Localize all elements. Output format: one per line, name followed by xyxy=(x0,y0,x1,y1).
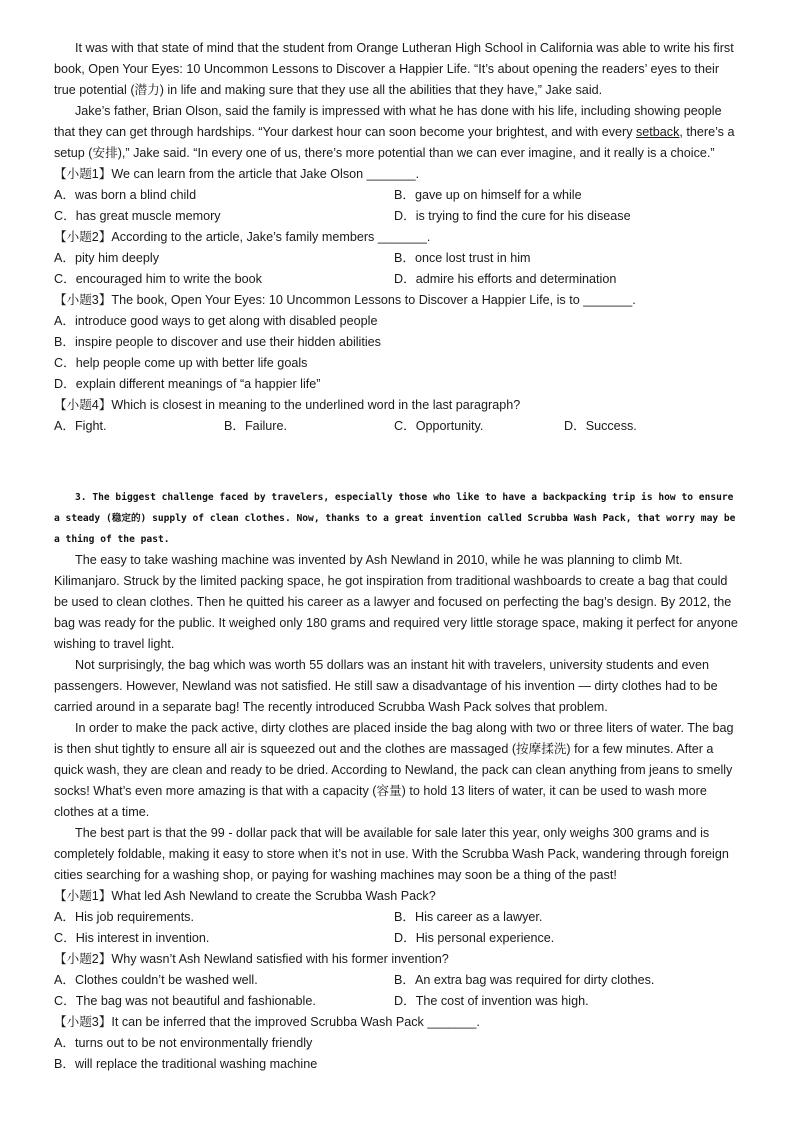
option-row xyxy=(54,928,744,949)
question-stem: 【小题3】It can be inferred that the improved Scrubba Wash Pack _______. xyxy=(54,1015,480,1029)
option-c: C．has great muscle memory xyxy=(54,209,221,223)
option-c: C．His interest in invention. xyxy=(54,931,210,945)
option-a: A．pity him deeply xyxy=(54,251,159,265)
option-a: A．Clothes couldn’t be washed well. xyxy=(54,973,258,987)
passage-3-paragraph-3: In order to make the pack active, dirty clothes are placed inside the bag along with two or three liters of water. The bag is then shut tightly to ensure all air is squeezed out and the clothes are massaged (按摩揉洗) for a few minutes. After a quick wash, they are clean and ready to be dried. According to Newland, the pack can clean anything from jeans to smelly socks! What’s even more amazing is that with a capacity (容量) to hold 13 liters of water, it can be used to wash more clothes at a time. xyxy=(54,721,734,819)
passage-3-paragraph-4: The best part is that the 99 - dollar pack that will be available for sale later this year, only weighs 300 grams and is completely foldable, making it easy to store when it’s not in use. With the Scrubba Wash Pack, wandering through foreign cities searching for a washing shop, or paying for washing machines may soon be a thing of the past! xyxy=(54,826,729,882)
option-d: D．admire his efforts and determination xyxy=(394,272,617,286)
paragraph-2-text-before: Jake’s father, Brian Olson, said the family is impressed with what he has done with his life, including showing people that they can get through hardships. “Your darkest hour can soon become your brightest, and with every xyxy=(54,104,722,139)
option-a: A．introduce good ways to get along with disabled people xyxy=(54,314,378,328)
option-c: C．The bag was not beautiful and fashionable. xyxy=(54,994,316,1008)
option-row xyxy=(54,248,744,269)
passage-2-paragraph-2 xyxy=(54,101,744,164)
option-b: B．will replace the traditional washing machine xyxy=(54,1057,318,1071)
option-b: B．once lost trust in him xyxy=(394,251,531,265)
option-c: C．help people come up with better life goals xyxy=(54,356,308,370)
option-b: B．Failure. xyxy=(224,419,287,433)
option-a: A．Fight. xyxy=(54,419,107,433)
question-stem: 【小题2】According to the article, Jake’s family members _______. xyxy=(54,230,431,244)
option-d: D．Success. xyxy=(564,419,637,433)
paragraph-2-text-after: , there’s a setup (安排),” Jake said. “In every one of us, there’s more potential than we can ever imagine, and it really is a choice.” xyxy=(54,125,735,160)
passage-3-intro: 3. The biggest challenge faced by travelers, especially those who like to have a backpacking trip is how to ensure a steady (稳定的) supply of clean clothes. Now, thanks to a great invention called Scrubba Wash Pack, that worry may be a thing of the past. xyxy=(54,492,736,545)
option-d: D．His personal experience. xyxy=(394,931,555,945)
question-stem: 【小题3】The book, Open Your Eyes: 10 Uncommon Lessons to Discover a Happier Life, is to _______. xyxy=(54,293,636,307)
option-row xyxy=(54,206,744,227)
passage-2-paragraph-1: It was with that state of mind that the student from Orange Lutheran High School in California was able to write his first book, Open Your Eyes: 10 Uncommon Lessons to Discover a Happier Life. “It’s about opening the readers’ eyes to their true potential (潜力) in life and making sure that they use all the abilities that they have,” Jake said. xyxy=(54,41,734,97)
option-row xyxy=(54,416,744,437)
option-c: C．encouraged him to write the book xyxy=(54,272,262,286)
option-b: B．gave up on himself for a while xyxy=(394,188,582,202)
passage-3-paragraph-1: The easy to take washing machine was invented by Ash Newland in 2010, while he was planning to climb Mt. Kilimanjaro. Struck by the limited packing space, he got inspiration from traditional washboards to create a bag that could be used to clean clothes. Then he quitted his career as a lawyer and focused on perfecting the bag’s design. By 2012, the bag was ready for the public. It weighed only 180 grams and required very little storage space, making it perfect for anyone wishing to travel light. xyxy=(54,553,738,651)
option-row xyxy=(54,970,744,991)
option-row xyxy=(54,991,744,1012)
option-row xyxy=(54,185,744,206)
option-d: D．is trying to find the cure for his disease xyxy=(394,209,631,223)
passage-2 xyxy=(54,38,744,437)
option-row xyxy=(54,269,744,290)
question-stem: 【小题2】Why wasn’t Ash Newland satisfied with his former invention? xyxy=(54,952,449,966)
passage-3 xyxy=(54,487,744,1075)
question-stem: 【小题4】Which is closest in meaning to the underlined word in the last paragraph? xyxy=(54,398,521,412)
option-b: B．His career as a lawyer. xyxy=(394,910,543,924)
option-row xyxy=(54,907,744,928)
option-a: A．turns out to be not environmentally friendly xyxy=(54,1036,313,1050)
option-b: B．An extra bag was required for dirty clothes. xyxy=(394,973,655,987)
question-stem: 【小题1】We can learn from the article that Jake Olson _______. xyxy=(54,167,420,181)
option-b: B．inspire people to discover and use their hidden abilities xyxy=(54,335,381,349)
option-d: D．explain different meanings of “a happier life” xyxy=(54,377,321,391)
option-c: C．Opportunity. xyxy=(394,419,484,433)
option-d: D．The cost of invention was high. xyxy=(394,994,589,1008)
question-stem: 【小题1】What led Ash Newland to create the Scrubba Wash Pack? xyxy=(54,889,436,903)
option-a: A．His job requirements. xyxy=(54,910,194,924)
underlined-word-setback: setback xyxy=(636,125,680,139)
option-a: A．was born a blind child xyxy=(54,188,197,202)
passage-3-paragraph-2: Not surprisingly, the bag which was worth 55 dollars was an instant hit with travelers, university students and even passengers. However, Newland was not satisfied. He still saw a disadvantage of his invention — dirty clothes had to be carried around in a separate bag! The recently introduced Scrubba Wash Pack solves that problem. xyxy=(54,658,718,714)
